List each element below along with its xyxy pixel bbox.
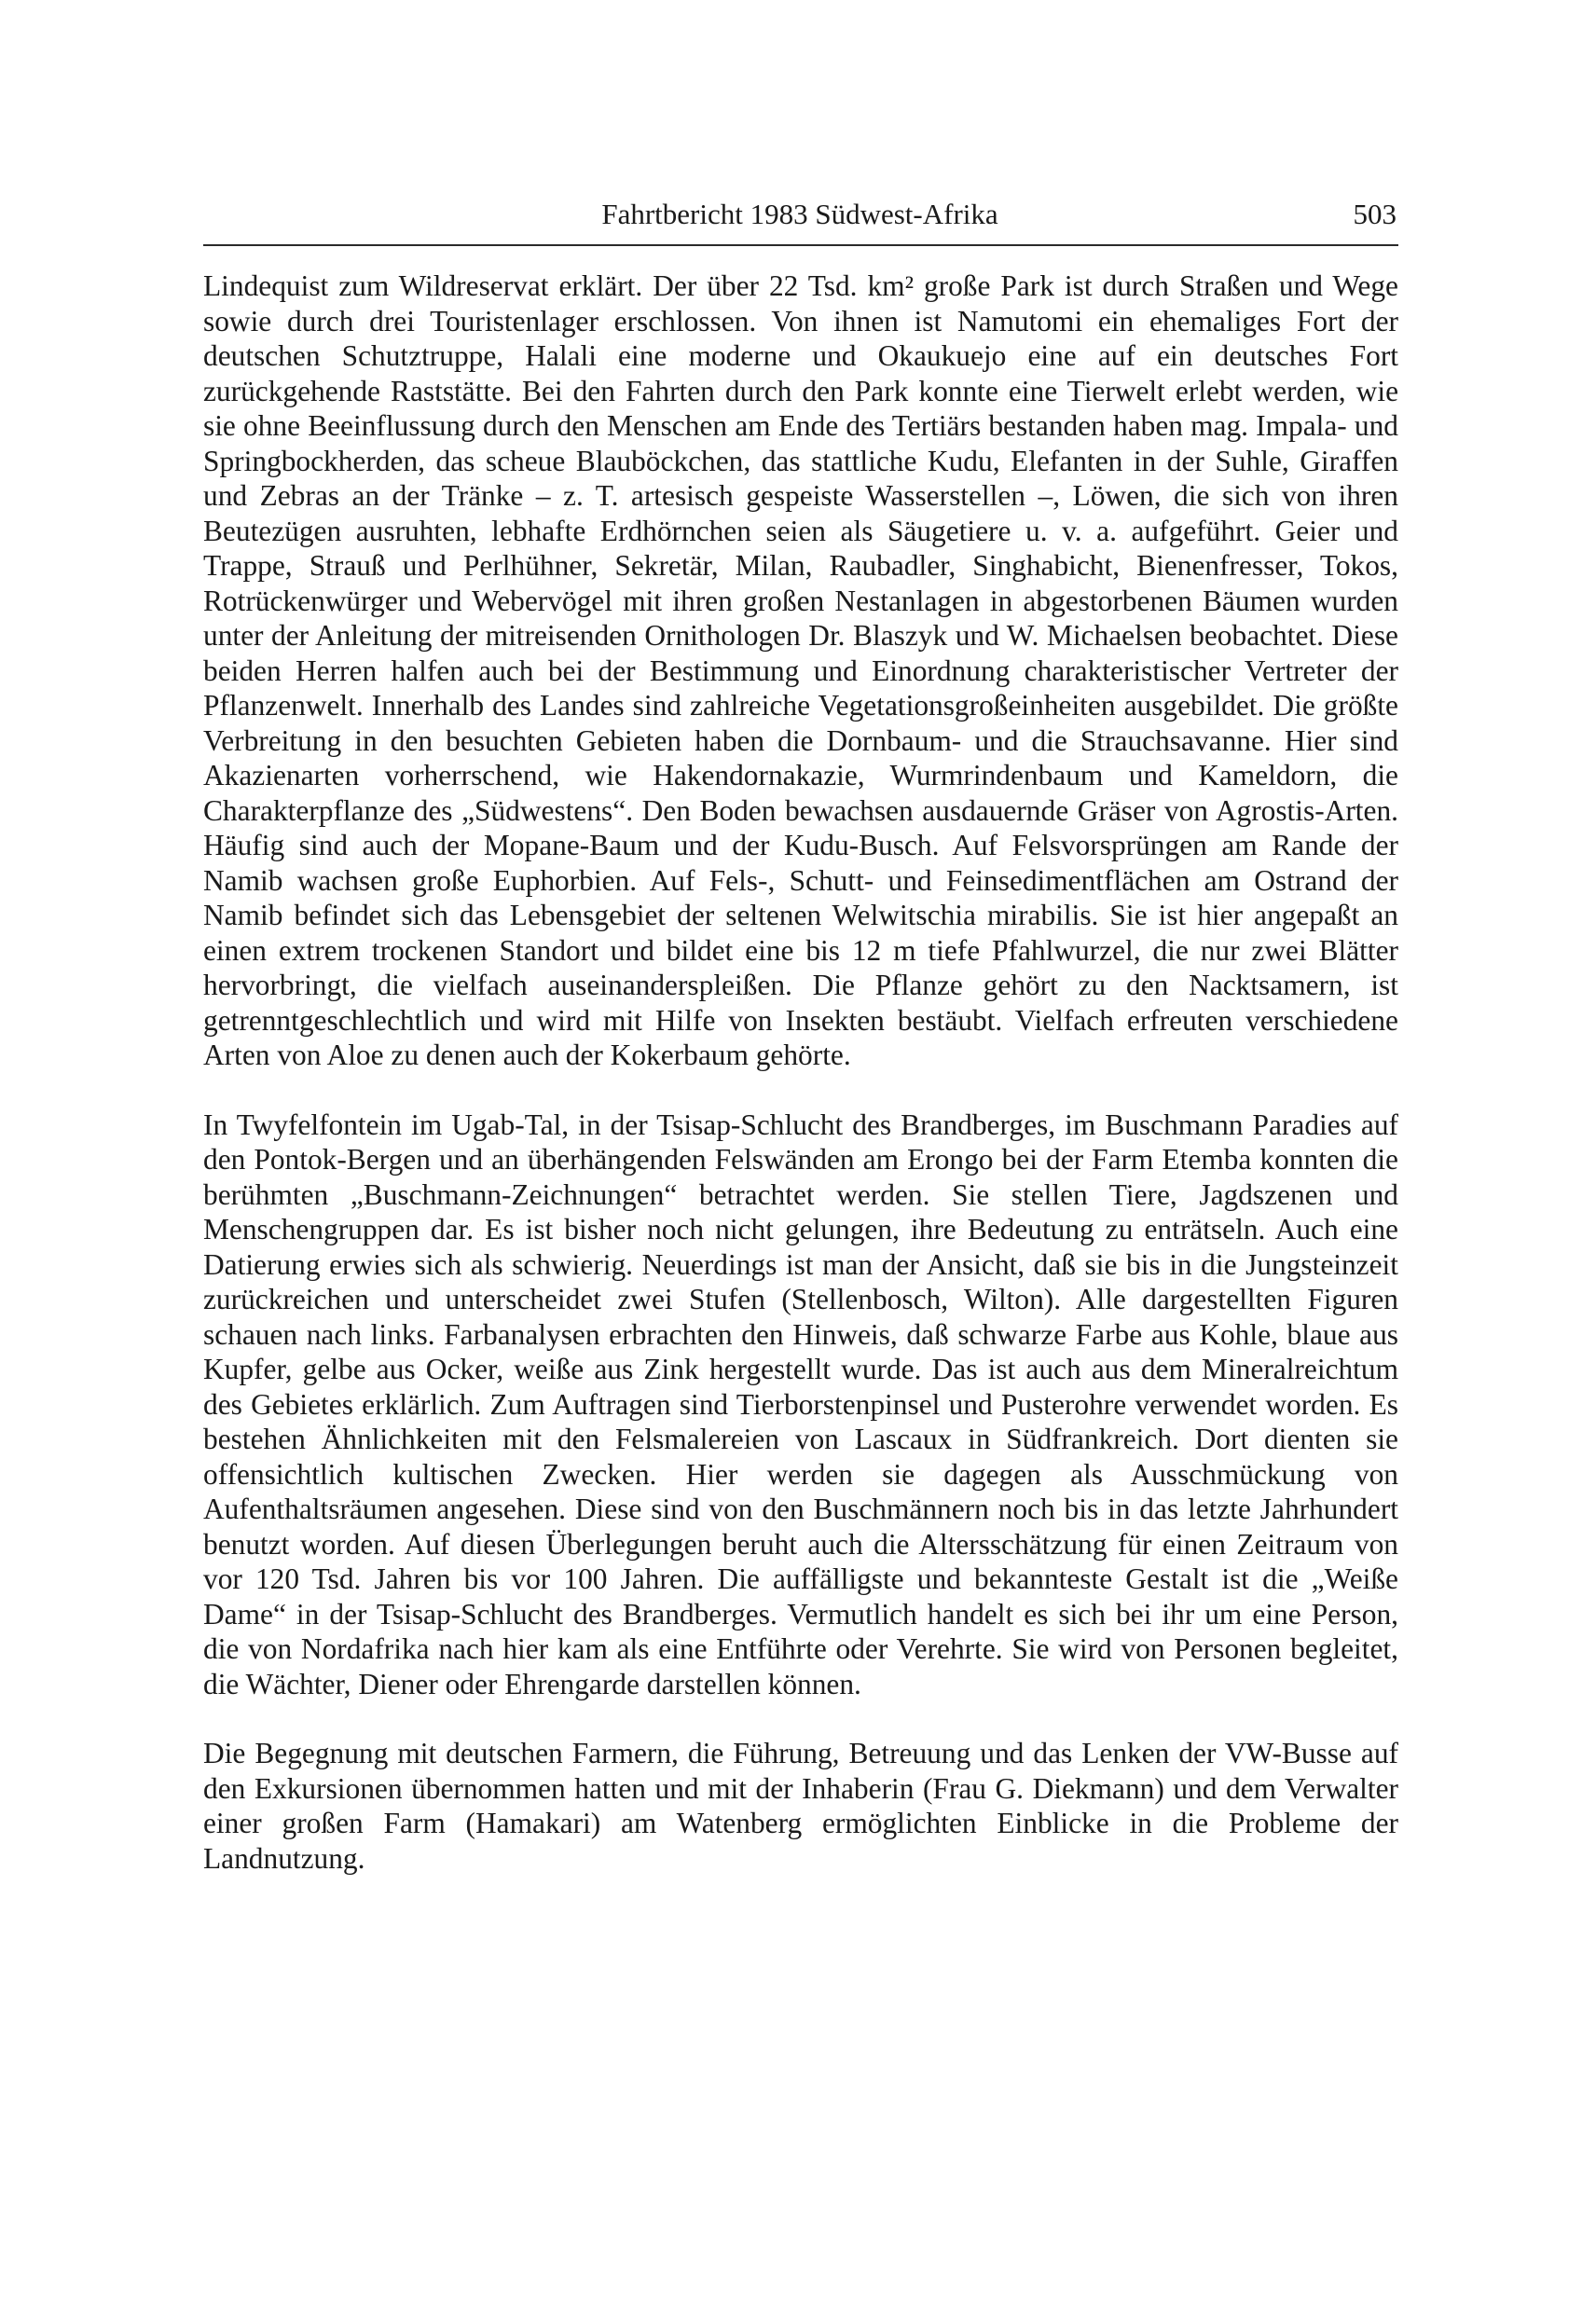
paragraph-national-park: Lindequist zum Wildreservat erklärt. Der über 22 Tsd. km² große Park ist durch Straßen und Wege sowie durch drei Touristenlager erschlossen. Von ihnen ist Namutomi ein ehemaliges Fort der deutschen Schutztruppe, Halali eine moderne und Okaukuejo eine auf ein deutsches Fort zurückgehende Raststätte. Bei den Fahrten durch den Park konnte eine Tierwelt erlebt werden, wie sie ohne Beeinflussung durch den Menschen am Ende des Tertiärs bestanden haben mag. Impala- und Springbockherden, das scheue Blauböckchen, das stattliche Kudu, Elefanten in der Suhle, Giraffen und Zebras an der Tränke – z. T. artesisch gespeiste Wasserstellen –, Löwen, die sich von ihren Beutezügen ausruhten, lebhafte Erdhörnchen seien als Säugetiere u. v. a. aufgeführt. Geier und Trappe, Strauß und Perlhühner, Sekretär, Milan, Raubadler, Singhabicht, Bienenfresser, Tokos, Rotrückenwürger und Webervögel mit ihren großen Nestanlagen in abgestorbenen Bäumen wurden unter der Anleitung der mitreisenden Ornithologen Dr. Blaszyk und W. Michaelsen beobachtet. Diese beiden Herren halfen auch bei der Bestimmung und Einordnung charakteristischer Vertreter der Pflanzenwelt. Innerhalb des Landes sind zahlreiche Vegetationsgroßeinheiten ausgebildet. Die größte Verbreitung in den besuchten Gebieten haben die Dornbaum- und die Strauchsavanne. Hier sind Akazienarten vorherrschend, wie Hakendornakazie, Wurmrindenbaum und Kameldorn, die Charakterpflanze des „Südwestens“. Den Boden bewachsen ausdauernde Gräser von Agrostis-Arten. Häufig sind auch der Mopane-Baum und der Kudu-Busch. Auf Felsvorsprüngen am Rande der Namib wachsen große Euphorbien. Auf Fels-, Schutt- und Feinsedimentflächen am Ostrand der Namib befindet sich das Lebensgebiet der seltenen Welwitschia mirabilis. Sie ist hier angepaßt an einen extrem trockenen Standort und bildet eine bis 12 m tiefe Pfahlwurzel, die nur zwei Blätter hervorbringt, die vielfach auseinanderspleißen. Die Pflanze gehört zu den Nacktsamern, ist getrenntgeschlechtlich und wird mit Hilfe von Insekten bestäubt. Vielfach erfreuten verschiedene Arten von Aloe zu denen auch der Kokerbaum gehörte.: [203, 269, 1398, 1071]
page-number: 503: [1353, 198, 1396, 230]
body-text: [203, 268, 1398, 1876]
running-header: [203, 192, 1396, 237]
paragraph-rock-paintings: In Twyfelfontein im Ugab-Tal, in der Tsisap-Schlucht des Brandberges, im Buschmann Paradies auf den Pontok-Bergen und an überhängenden Felswänden am Erongo bei der Farm Etemba konnten die berühmten „Buschmann-Zeichnungen“ betrachtet werden. Sie stellen Tiere, Jagdszenen und Menschengruppen dar. Es ist bisher noch nicht gelungen, ihre Bedeutung zu enträtseln. Auch eine Datierung erwies sich als schwierig. Neuerdings ist man der Ansicht, daß sie bis in die Jungsteinzeit zurückreichen und unterscheidet zwei Stufen (Stellenbosch, Wilton). Alle dargestellten Figuren schauen nach links. Farbanalysen erbrachten den Hinweis, daß schwarze Farbe aus Kohle, blaue aus Kupfer, gelbe aus Ocker, weiße aus Zink hergestellt wurde. Das ist auch aus dem Mineralreichtum des Gebietes erklärlich. Zum Auftragen sind Tierborstenpinsel und Pusterohre verwendet worden. Es bestehen Ähnlichkeiten mit den Felsmalereien von Lascaux in Südfrankreich. Dort dienten sie offensichtlich kultischen Zwecken. Hier werden sie dagegen als Ausschmückung von Aufenthaltsräumen angesehen. Diese sind von den Buschmännern noch bis in das letzte Jahrhundert benutzt worden. Auf diesen Überlegungen beruht auch die Altersschätzung für einen Zeitraum von vor 120 Tsd. Jahren bis vor 100 Jahren. Die auffälligste und bekannteste Gestalt ist die „Weiße Dame“ in der Tsisap-Schlucht des Brandberges. Vermutlich handelt es sich bei ihr um eine Person, die von Nordafrika nach hier kam als eine Entführte oder Verehrte. Sie wird von Personen begleitet, die Wächter, Diener oder Ehrengarde darstellen können.: [203, 1108, 1398, 1700]
running-title: Fahrtbericht 1983 Südwest-Afrika: [601, 198, 998, 230]
header-rule: [203, 244, 1398, 246]
paragraph-farmers: Die Begegnung mit deutschen Farmern, die Führung, Betreuung und das Lenken der VW-Busse auf den Exkursionen übernommen hatten und mit der Inhaberin (Frau G. Diekmann) und dem Verwalter einer großen Farm (Hamakari) am Watenberg ermöglichten Einblicke in die Probleme der Landnutzung.: [203, 1737, 1398, 1875]
